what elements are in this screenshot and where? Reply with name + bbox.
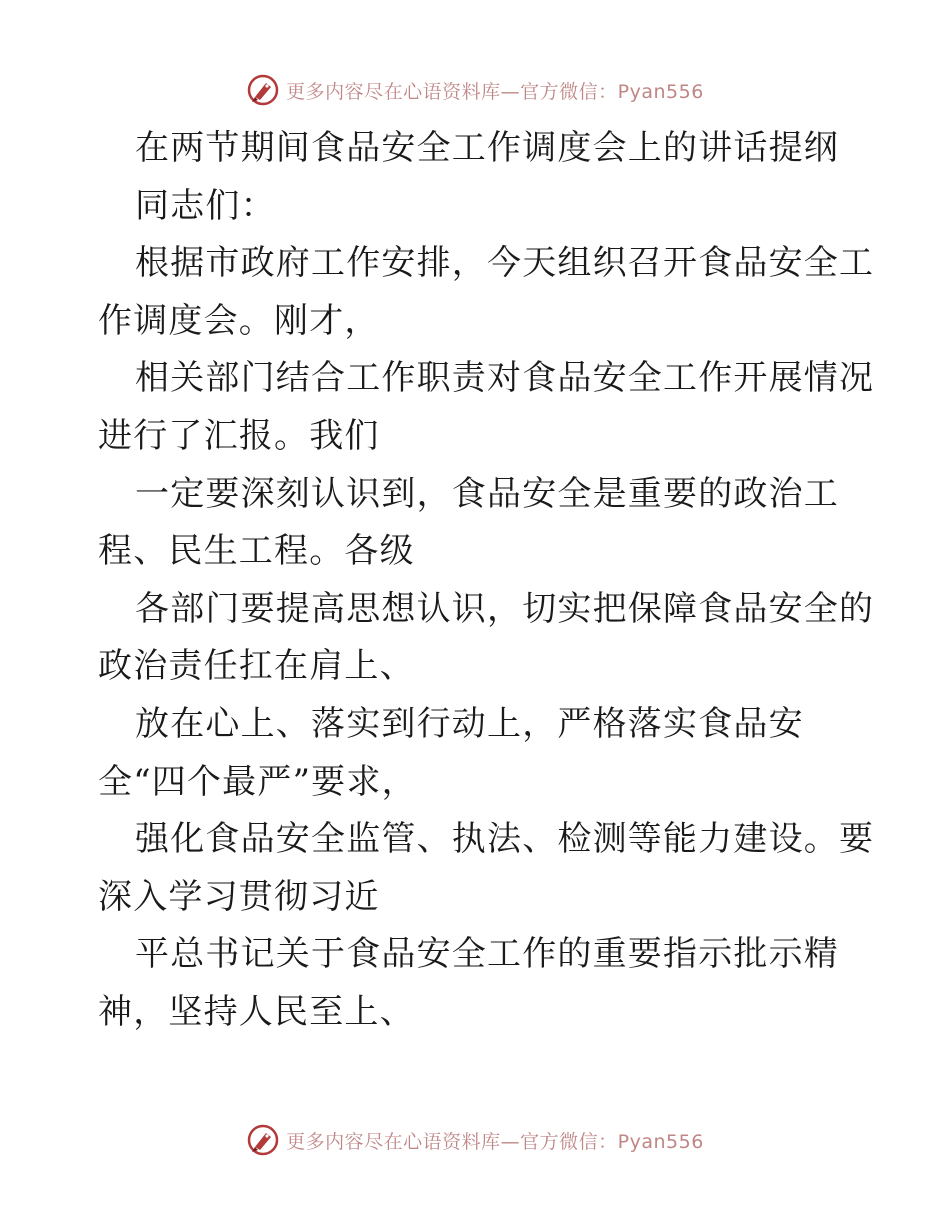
watermark-text: 更多内容尽在心语资料库—官方微信：Pyan556 — [286, 80, 704, 103]
watermark-banner-content — [246, 73, 704, 107]
salutation: 同志们： — [135, 185, 276, 226]
pen-nib-logo-icon — [246, 73, 280, 107]
paragraph-line: 全“四个最严”要求， — [98, 761, 417, 802]
paragraph-line: 相关部门结合工作职责对食品安全工作开展情况 — [135, 358, 875, 399]
paragraph-line: 一定要深刻认识到，食品安全是重要的政治工 — [135, 473, 839, 514]
watermark-banner-bottom — [0, 1120, 950, 1160]
paragraph-line: 进行了汇报。我们 — [98, 415, 380, 456]
watermark-text: 更多内容尽在心语资料库—官方微信：Pyan556 — [286, 1130, 704, 1153]
watermark-banner-top — [0, 70, 950, 110]
paragraph-line: 程、民生工程。各级 — [98, 531, 415, 572]
document-title: 在两节期间食品安全工作调度会上的讲话提纲 — [135, 128, 839, 168]
paragraph-line: 平总书记关于食品安全工作的重要指示批示精 — [135, 934, 839, 975]
document-body — [98, 120, 875, 1042]
paragraph-line: 政治责任扛在肩上、 — [98, 646, 415, 687]
paragraph-line: 放在心上、落实到行动上，严格落实食品安 — [135, 703, 804, 744]
watermark-banner-content — [246, 1123, 704, 1157]
paragraph-line: 神，坚持人民至上、 — [98, 991, 415, 1032]
paragraph-line: 各部门要提高思想认识，切实把保障食品安全的 — [135, 588, 875, 629]
pen-nib-logo-icon — [246, 1123, 280, 1157]
paragraph-line: 作调度会。刚才， — [98, 300, 380, 341]
paragraph-line: 根据市政府工作安排，今天组织召开食品安全工 — [135, 243, 875, 284]
paragraph-line: 强化食品安全监管、执法、检测等能力建设。要 — [135, 819, 875, 860]
paragraph-line: 深入学习贯彻习近 — [98, 876, 380, 917]
